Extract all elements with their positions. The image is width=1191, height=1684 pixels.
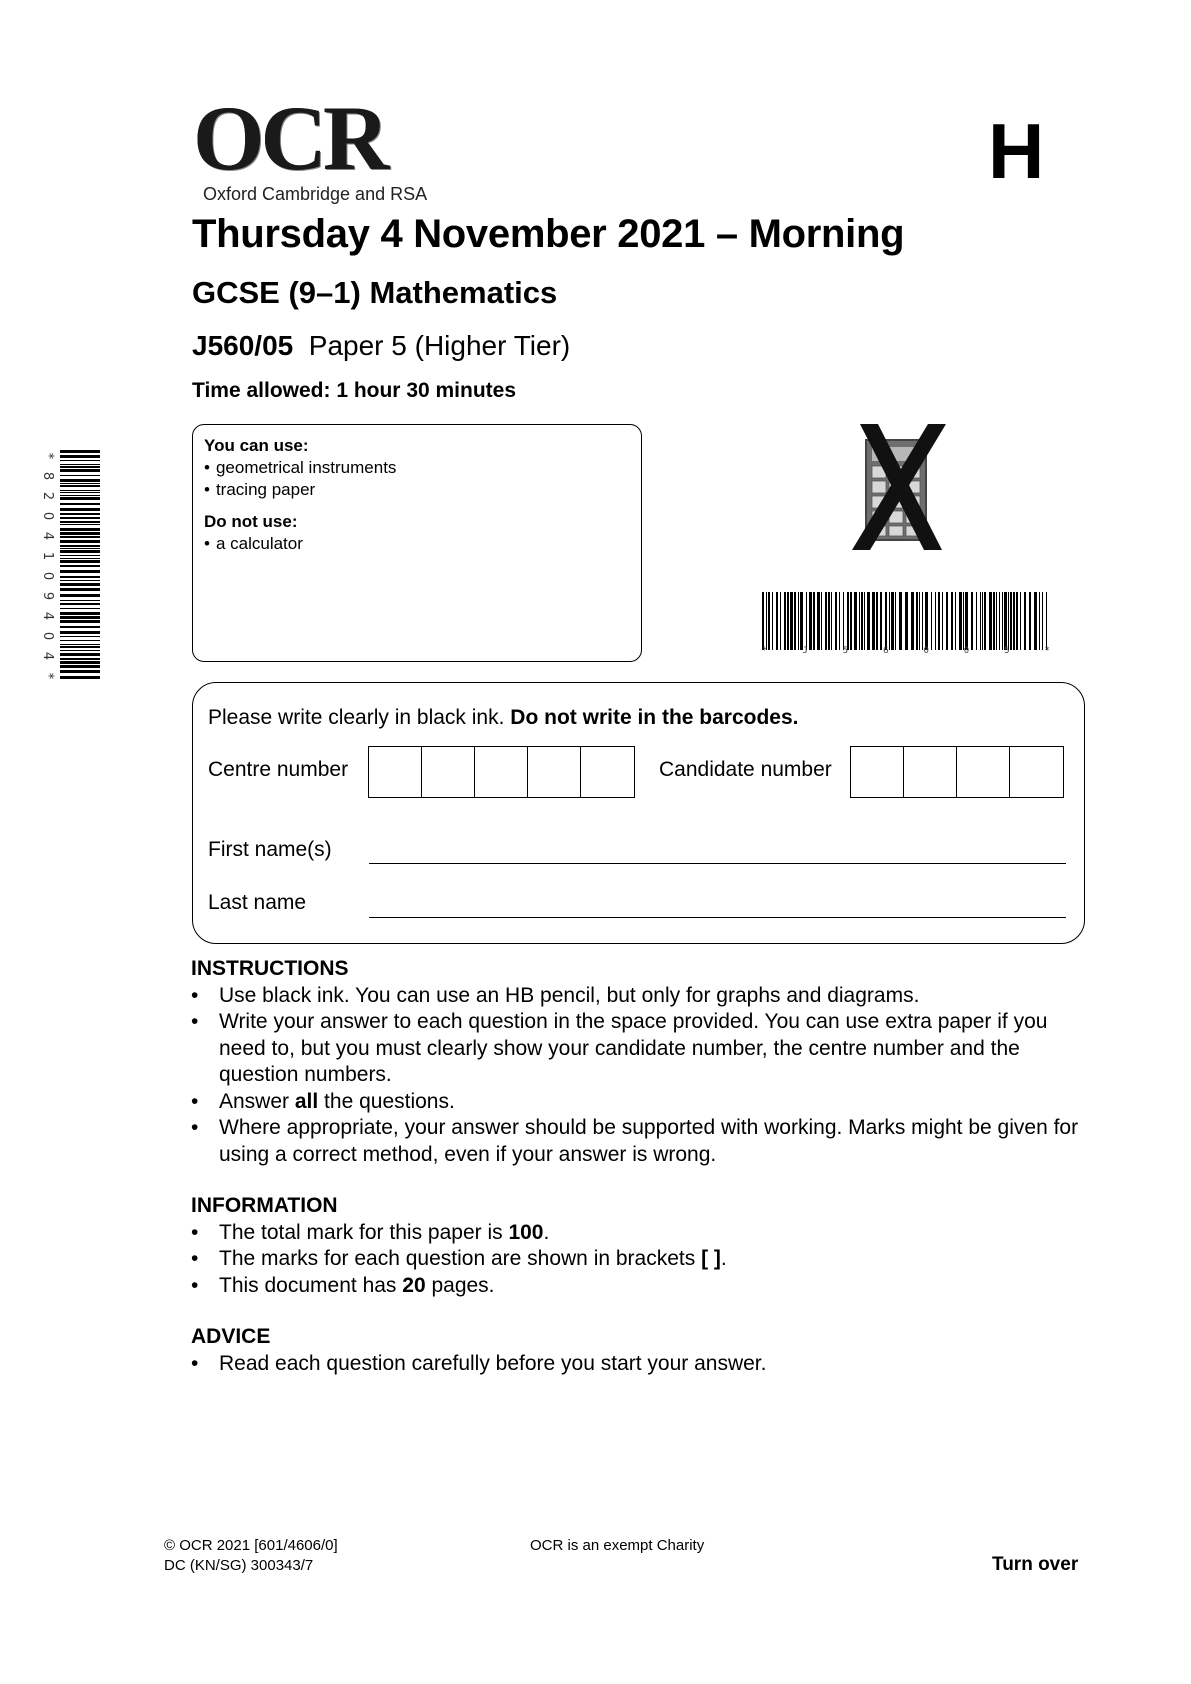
footer-left	[164, 1536, 338, 1576]
barcode-bar	[854, 592, 857, 650]
barcode-bar	[925, 592, 928, 650]
information-emphasis: [ ]	[701, 1247, 721, 1270]
barcode-bar	[60, 603, 100, 605]
information-item	[191, 1220, 1091, 1247]
advice-heading: ADVICE	[191, 1325, 271, 1348]
do-not-use-item: • a calculator	[204, 533, 630, 555]
barcode-bar	[60, 600, 100, 601]
side-barcode	[60, 450, 100, 682]
barcode-bar	[790, 592, 793, 650]
barcode-bar	[800, 592, 803, 650]
barcode-bar	[1046, 592, 1047, 650]
barcode-bar	[60, 536, 100, 538]
barcode-bar	[1029, 592, 1031, 650]
can-use-item: • tracing paper	[204, 479, 630, 501]
barcode-bar	[60, 644, 100, 645]
paper-code: J560/05	[192, 330, 294, 361]
barcode-bar	[60, 653, 100, 656]
barcode-bar	[60, 460, 100, 461]
instruction-emphasis: all	[294, 1089, 319, 1113]
barcode-bar	[1002, 592, 1003, 650]
can-use-item: • geometrical instruments	[204, 457, 630, 479]
first-name-field[interactable]	[369, 863, 1066, 864]
barcode-bar	[60, 636, 100, 637]
barcode-bar	[776, 592, 778, 650]
instruction-item: • Write your answer to each question in the space provided. You can use extra paper if you need to, but you must clearly show your candidate number, the centre number and the question numbers.	[191, 1009, 1091, 1089]
barcode-digit: 6	[883, 646, 889, 656]
barcode-bar	[931, 592, 932, 650]
barcode-bar	[60, 532, 100, 535]
barcode-bar	[980, 592, 981, 650]
tier-letter: H	[988, 107, 1045, 195]
exam-date-title: Thursday 4 November 2021 – Morning	[192, 212, 905, 256]
barcode-bar	[825, 592, 827, 650]
barcode-bar	[60, 555, 100, 556]
barcode-bar	[1004, 592, 1007, 650]
instruction-item	[191, 1089, 1091, 1116]
barcode-bar	[787, 592, 789, 650]
barcode-bar	[772, 592, 773, 650]
barcode-bar	[60, 450, 100, 453]
barcode-bar	[60, 646, 100, 648]
barcode-bar	[951, 592, 953, 650]
barcode-bar	[817, 592, 820, 650]
barcode-bar	[60, 626, 100, 628]
can-use-heading: You can use:	[204, 436, 309, 455]
barcode-bar	[762, 592, 764, 650]
footer-charity: OCR is an exempt Charity	[530, 1537, 705, 1554]
barcode-bar	[1016, 592, 1018, 650]
barcode-bar	[60, 570, 100, 573]
barcode-bar	[60, 550, 100, 553]
information-heading: INFORMATION	[191, 1194, 338, 1217]
footer-doc-code: DC (KN/SG) 300343/7	[164, 1557, 314, 1574]
barcode-bar	[60, 466, 100, 468]
information-item	[191, 1246, 1091, 1273]
barcode-bar	[946, 592, 948, 650]
information-emphasis: 100	[508, 1220, 544, 1244]
paper-barcode-digits	[762, 646, 1050, 656]
barcode-bar	[867, 592, 870, 650]
centre-number-cell[interactable]	[422, 747, 475, 797]
barcode-bar	[60, 483, 100, 484]
turn-over-label: Turn over	[992, 1554, 1079, 1575]
paper-name: Paper 5 (Higher Tier)	[308, 330, 571, 361]
barcode-bar	[60, 580, 100, 581]
information-text: pages.	[425, 1273, 495, 1297]
ocr-logo-subtitle: Oxford Cambridge and RSA	[203, 184, 428, 204]
barcode-bar	[942, 592, 943, 650]
candidate-number-label: Candidate number	[659, 758, 832, 781]
barcode-bar	[993, 592, 995, 650]
candidate-number-field[interactable]	[850, 746, 1064, 798]
barcode-digit: 4	[40, 611, 55, 621]
barcode-bar	[60, 640, 100, 641]
barcode-bar	[60, 503, 100, 505]
advice-item: • Read each question carefully before you start your answer.	[191, 1351, 1091, 1378]
barcode-bar	[60, 513, 100, 515]
first-name-label: First name(s)	[208, 838, 332, 861]
barcode-bar	[60, 594, 100, 597]
barcode-bar	[996, 592, 997, 650]
barcode-bar	[935, 592, 936, 650]
centre-number-cell[interactable]	[475, 747, 528, 797]
barcode-bar	[938, 592, 940, 650]
calculator-prohibited-icon	[850, 422, 950, 557]
ink-note-text: Please write clearly in black ink.	[208, 706, 505, 729]
barcode-bar	[959, 592, 962, 650]
barcode-bar	[60, 497, 100, 500]
barcode-bar	[60, 479, 100, 482]
barcode-digit: 1	[40, 551, 55, 561]
barcode-bar	[60, 521, 100, 523]
barcode-bar	[60, 650, 100, 651]
barcode-bar	[784, 592, 786, 650]
barcode-bar	[850, 592, 852, 650]
ink-note	[208, 706, 799, 730]
barcode-bar	[828, 592, 830, 650]
instructions-section	[191, 956, 1091, 1168]
time-allowed: Time allowed: 1 hour 30 minutes	[192, 379, 517, 402]
barcode-digit: J	[802, 646, 808, 656]
barcode-bar	[60, 620, 100, 623]
barcode-bar	[813, 592, 815, 650]
barcode-bar	[60, 583, 100, 586]
last-name-field[interactable]	[369, 917, 1066, 918]
barcode-bar	[60, 492, 100, 493]
barcode-bar	[60, 524, 100, 525]
barcode-bar	[60, 608, 100, 609]
barcode-bar	[911, 592, 914, 650]
equipment-box	[192, 424, 642, 662]
barcode-bar	[768, 592, 770, 650]
centre-number-field[interactable]	[368, 746, 635, 798]
information-emphasis: 20	[402, 1273, 426, 1297]
barcode-bar	[1042, 592, 1043, 650]
barcode-digit: 0	[40, 571, 55, 581]
ocr-logo	[193, 87, 453, 205]
barcode-bar	[919, 592, 920, 650]
barcode-digit: 5	[1004, 646, 1010, 656]
candidate-number-cell[interactable]	[904, 747, 957, 797]
barcode-bar	[60, 588, 100, 591]
barcode-bar	[780, 592, 781, 650]
barcode-bar	[60, 455, 100, 458]
paper-title	[192, 330, 570, 362]
barcode-bar	[859, 592, 860, 650]
barcode-bar	[766, 592, 767, 650]
instruction-text: the questions.	[318, 1089, 455, 1113]
barcode-bar	[861, 592, 863, 650]
information-text: .	[543, 1220, 550, 1244]
barcode-bar	[872, 592, 875, 650]
barcode-bar	[60, 469, 100, 472]
barcode-bar	[847, 592, 849, 650]
barcode-digit: 5	[842, 646, 849, 656]
barcode-bar	[60, 528, 100, 531]
ocr-logo-mark: OCR	[193, 98, 453, 178]
footer-copyright: © OCR 2021 [601/4606/0]	[164, 1537, 338, 1554]
barcode-bar	[821, 592, 822, 650]
barcode-bar	[891, 592, 894, 650]
barcode-bar	[60, 670, 100, 673]
barcode-bar	[885, 592, 887, 650]
barcode-bar	[899, 592, 902, 650]
subject-title: GCSE (9–1) Mathematics	[192, 275, 558, 310]
barcode-digit: 0	[40, 631, 55, 641]
barcode-bar	[1024, 592, 1026, 650]
barcode-bar	[965, 592, 968, 650]
barcode-bar	[60, 661, 100, 664]
barcode-digit: *	[40, 452, 55, 460]
barcode-bar	[1039, 592, 1040, 650]
centre-number-cell[interactable]	[369, 747, 422, 797]
barcode-bar	[843, 592, 844, 650]
barcode-digit: 0	[923, 646, 929, 656]
information-item	[191, 1273, 1091, 1300]
barcode-bar	[794, 592, 796, 650]
barcode-bar	[60, 560, 100, 563]
advice-section	[191, 1324, 1091, 1377]
barcode-bar	[971, 592, 973, 650]
barcode-bar	[60, 517, 100, 519]
barcode-bar	[60, 631, 100, 634]
barcode-bar	[963, 592, 964, 650]
do-not-use-heading: Do not use:	[204, 512, 298, 531]
barcode-digit: 2	[40, 491, 55, 501]
barcode-bar	[60, 545, 100, 547]
barcode-bar	[839, 592, 840, 650]
barcode-bar	[60, 665, 100, 668]
information-section	[191, 1193, 1091, 1299]
candidate-number-cell[interactable]	[957, 747, 1010, 797]
barcode-bar	[60, 616, 100, 619]
candidate-number-cell[interactable]	[851, 747, 904, 797]
instruction-item: • Use black ink. You can use an HB pencil, but only for graphs and diagrams.	[191, 983, 1091, 1010]
paper-barcode	[762, 592, 1050, 650]
barcode-digit: *	[762, 646, 768, 656]
barcode-bar	[1010, 592, 1012, 650]
barcode-bar	[876, 592, 878, 650]
side-barcode-digits	[40, 450, 54, 682]
instructions-heading: INSTRUCTIONS	[191, 957, 349, 980]
barcode-bar	[60, 475, 100, 476]
information-text: The total mark for this paper is	[219, 1220, 509, 1244]
information-text: The marks for each question are shown in brackets	[219, 1247, 702, 1270]
barcode-bar	[831, 592, 832, 650]
barcode-bar	[916, 592, 918, 650]
centre-number-cell[interactable]	[528, 747, 581, 797]
centre-number-cell[interactable]	[581, 747, 634, 797]
barcode-bar	[864, 592, 865, 650]
barcode-bar	[1008, 592, 1009, 650]
barcode-bar	[60, 485, 100, 487]
information-text: This document has	[219, 1273, 403, 1297]
instruction-item: • Where appropriate, your answer should be supported with working. Marks might be given for using a correct method, even if your answer is wrong.	[191, 1115, 1091, 1168]
barcode-bar	[955, 592, 956, 650]
instruction-text: Answer	[219, 1089, 295, 1113]
candidate-number-cell[interactable]	[1010, 747, 1063, 797]
barcode-bar	[60, 490, 100, 491]
barcode-digit: 8	[40, 471, 55, 481]
barcode-digit: 4	[40, 651, 55, 661]
last-name-label: Last name	[208, 891, 307, 914]
barcode-bar	[835, 592, 837, 650]
barcode-bar	[60, 558, 100, 559]
barcode-bar	[880, 592, 882, 650]
barcode-bar	[1013, 592, 1015, 650]
barcode-bar	[806, 592, 807, 650]
barcode-bar	[1034, 592, 1037, 650]
barcode-bar	[922, 592, 923, 650]
barcode-bar	[982, 592, 983, 650]
barcode-bar	[798, 592, 799, 650]
ink-note-warning: Do not write in the barcodes.	[510, 706, 799, 729]
barcode-bar	[999, 592, 1000, 650]
barcode-bar	[60, 612, 100, 615]
barcode-bar	[60, 565, 100, 567]
barcode-bar	[60, 495, 100, 496]
barcode-bar	[60, 676, 100, 679]
barcode-bar	[1020, 592, 1021, 650]
barcode-bar	[984, 592, 986, 650]
barcode-bar	[60, 540, 100, 543]
barcode-bar	[60, 464, 100, 465]
barcode-bar	[889, 592, 890, 650]
barcode-digit: 9	[40, 591, 55, 601]
barcode-digit: 4	[40, 531, 55, 541]
barcode-digit: 0	[40, 511, 55, 521]
barcode-bar	[989, 592, 992, 650]
barcode-bar	[905, 592, 908, 650]
information-text: .	[720, 1247, 727, 1270]
barcode-bar	[60, 548, 100, 549]
barcode-bar	[60, 576, 100, 578]
barcode-bar	[60, 508, 100, 511]
barcode-bar	[809, 592, 812, 650]
barcode-digit: *	[1044, 646, 1050, 656]
centre-number-label: Centre number	[208, 758, 349, 781]
barcode-bar	[60, 658, 100, 660]
barcode-bar	[976, 592, 977, 650]
barcode-digit: 0	[963, 646, 970, 656]
barcode-digit: *	[40, 672, 55, 680]
barcode-bar	[895, 592, 896, 650]
